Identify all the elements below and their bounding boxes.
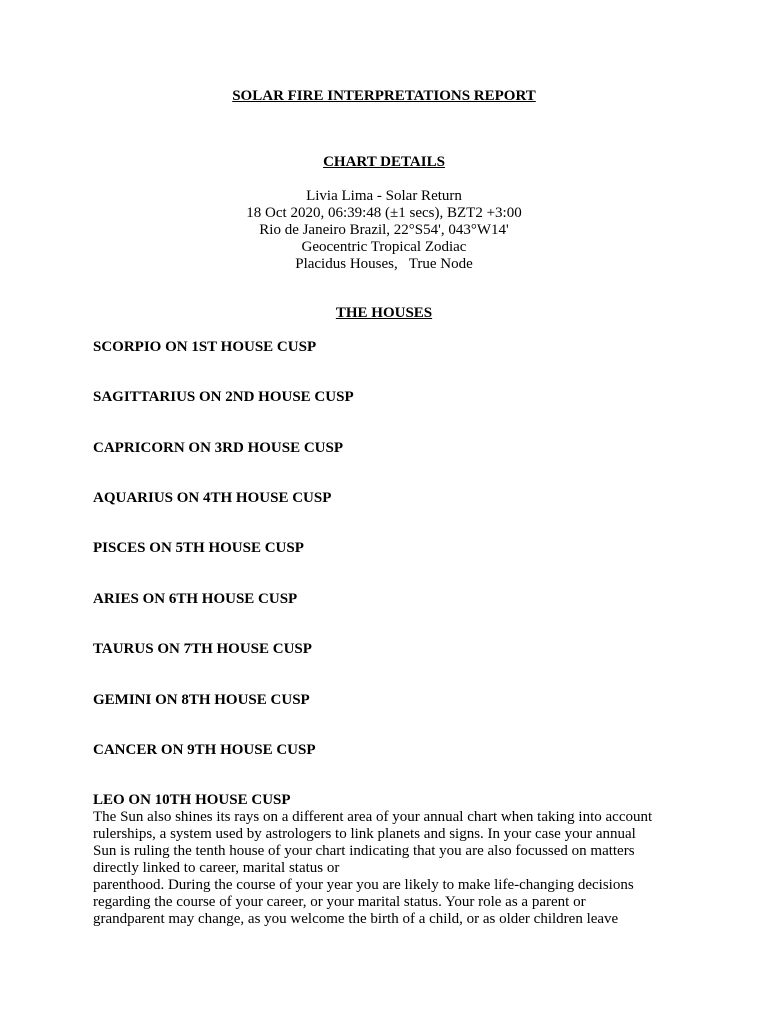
- tenth-house-interpretation: [93, 809, 693, 928]
- house-cusp-heading-9: CANCER ON 9TH HOUSE CUSP: [93, 742, 316, 758]
- paragraph-line: Sun is ruling the tenth house of your chart indicating that you are also focussed on matters: [93, 843, 635, 859]
- house-cusp-heading-2: SAGITTARIUS ON 2ND HOUSE CUSP: [93, 389, 354, 405]
- chart-location-line: Rio de Janeiro Brazil, 22°S54', 043°W14': [259, 222, 509, 238]
- houses-heading: THE HOUSES: [335, 305, 433, 321]
- chart-zodiac-line: Geocentric Tropical Zodiac: [301, 239, 467, 255]
- chart-house-system-line: Placidus Houses, True Node: [295, 256, 473, 272]
- paragraph-line: directly linked to career, marital status or: [93, 860, 340, 876]
- house-cusp-heading-3: CAPRICORN ON 3RD HOUSE CUSP: [93, 440, 344, 456]
- house-cusp-heading-6: ARIES ON 6TH HOUSE CUSP: [93, 591, 298, 607]
- house-cusp-heading-4: AQUARIUS ON 4TH HOUSE CUSP: [93, 490, 332, 506]
- paragraph-line: grandparent may change, as you welcome the birth of a child, or as older children leave: [93, 911, 619, 927]
- paragraph-line: parenthood. During the course of your year you are likely to make life-changing decisions: [93, 877, 634, 893]
- house-cusp-heading-8: GEMINI ON 8TH HOUSE CUSP: [93, 692, 310, 708]
- chart-name-line: Livia Lima - Solar Return: [306, 188, 462, 204]
- chart-details-heading: CHART DETAILS: [323, 154, 445, 170]
- house-cusp-heading-10: LEO ON 10TH HOUSE CUSP: [93, 792, 291, 808]
- house-cusp-heading-1: SCORPIO ON 1ST HOUSE CUSP: [93, 339, 317, 355]
- paragraph-line: The Sun also shines its rays on a different area of your annual chart when taking into account: [93, 809, 653, 825]
- chart-details-block: [0, 188, 768, 273]
- chart-date-line: 18 Oct 2020, 06:39:48 (±1 secs), BZT2 +3:00: [246, 205, 522, 221]
- report-title: SOLAR FIRE INTERPRETATIONS REPORT: [232, 88, 536, 104]
- paragraph-line: rulerships, a system used by astrologers to link planets and signs. In your case your annual: [93, 826, 636, 842]
- paragraph-line: regarding the course of your career, or your marital status. Your role as a parent or: [93, 894, 586, 910]
- house-cusp-heading-7: TAURUS ON 7TH HOUSE CUSP: [93, 641, 312, 657]
- house-cusp-heading-5: PISCES ON 5TH HOUSE CUSP: [93, 540, 304, 556]
